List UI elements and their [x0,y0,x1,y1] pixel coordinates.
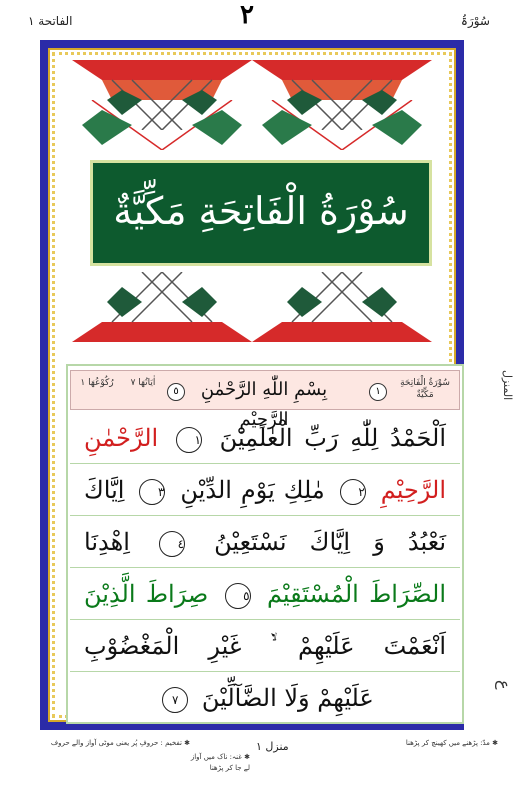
surah-info-bar [70,370,460,430]
ornament-mid-left [72,100,252,150]
ruku-number-circle: ٥ [167,383,185,401]
verse-text: اِيَّاكَ [84,476,125,504]
footer-note-right: ✱ مدّ: پڑھنے میں کھینچ کر پڑھنا [405,739,498,747]
verse-line-4 [70,568,460,620]
surah-title-banner [90,160,432,266]
verse-text: عَلَيْهِمْ وَلَا الضَّآلِّيْنَ [201,684,374,712]
verse-text: صِرَاطَ الَّذِيْنَ [84,580,209,608]
ornament-bottom-left [72,272,252,342]
basmala: بِسْمِ اللّٰهِ الرَّحْمٰنِ الرَّحِيْمِ [200,379,328,430]
verse-text: الصِّرَاطَ الْمُسْتَقِيْمَ [266,580,446,608]
verse-line-5 [70,620,460,672]
surah-name-box: سُوْرَةُ الْفَاتِحَةِ مَكِّيَّةٌ [400,378,450,400]
ayah-marker: ١ [176,427,202,453]
ayah-marker: ٧ [162,687,188,713]
verse-line-2 [70,464,460,516]
manzil-label: منزل ١ [256,740,289,753]
verse-text: الرَّحِيْمِ [380,476,447,504]
surah-title: سُوْرَةُ الْفَاتِحَةِ مَكِّيَّةٌ [113,189,409,233]
footer-note-left: ✱ تفخیم : حروفِ پُر یعنی موٹی آواز والے حروف [50,739,190,747]
side-label-top: المنزل [501,370,514,401]
ruku-count-box: رُكُوْعُهَا ١ [80,378,114,388]
verse-line-6 [70,672,460,724]
verse-line-1 [70,412,460,464]
verse-panel [66,364,464,724]
ayat-count-box: اٰيَاتُهَا ٧ [130,378,156,388]
ayah-marker: ٤ [159,531,185,557]
verse-text: اَلْحَمْدُ لِلّٰهِ رَبِّ الْعٰلَمِيْنَ [219,424,446,452]
verse-line-3 [70,516,460,568]
side-label-ruku: ع [495,680,514,690]
surah-number-circle: ١ [369,383,387,401]
ayah-marker: ٣ [139,479,165,505]
verse-text: نَعْبُدُ وَ اِيَّاكَ نَسْتَعِيْنُ [214,528,446,556]
footer-note-middle: ✱ غنہ: ناک میں آواز لے جا کر پڑھنا [190,753,250,772]
page-number: ٢ [240,0,254,30]
ornament-bottom-right [252,272,432,342]
ornament-mid-right [252,100,432,150]
page-footer [20,738,498,796]
verse-text: الرَّحْمٰنِ [84,424,159,452]
verse-text: اِهْدِنَا [84,528,130,556]
header-section: سُوْرَۃُ [460,14,490,28]
verse-text: مٰلِكِ يَوْمِ الدِّيْنِ [180,476,325,504]
page-header [0,0,518,40]
header-surah-name: الفاتحة ١ [28,14,73,28]
ayah-marker: ٢ [340,479,366,505]
verse-text: اَنْعَمْتَ عَلَيْهِمْ ۙ۬ غَيْرِ الْمَغْضُوْبِ [84,632,446,660]
ayah-marker: ٥ [225,583,251,609]
